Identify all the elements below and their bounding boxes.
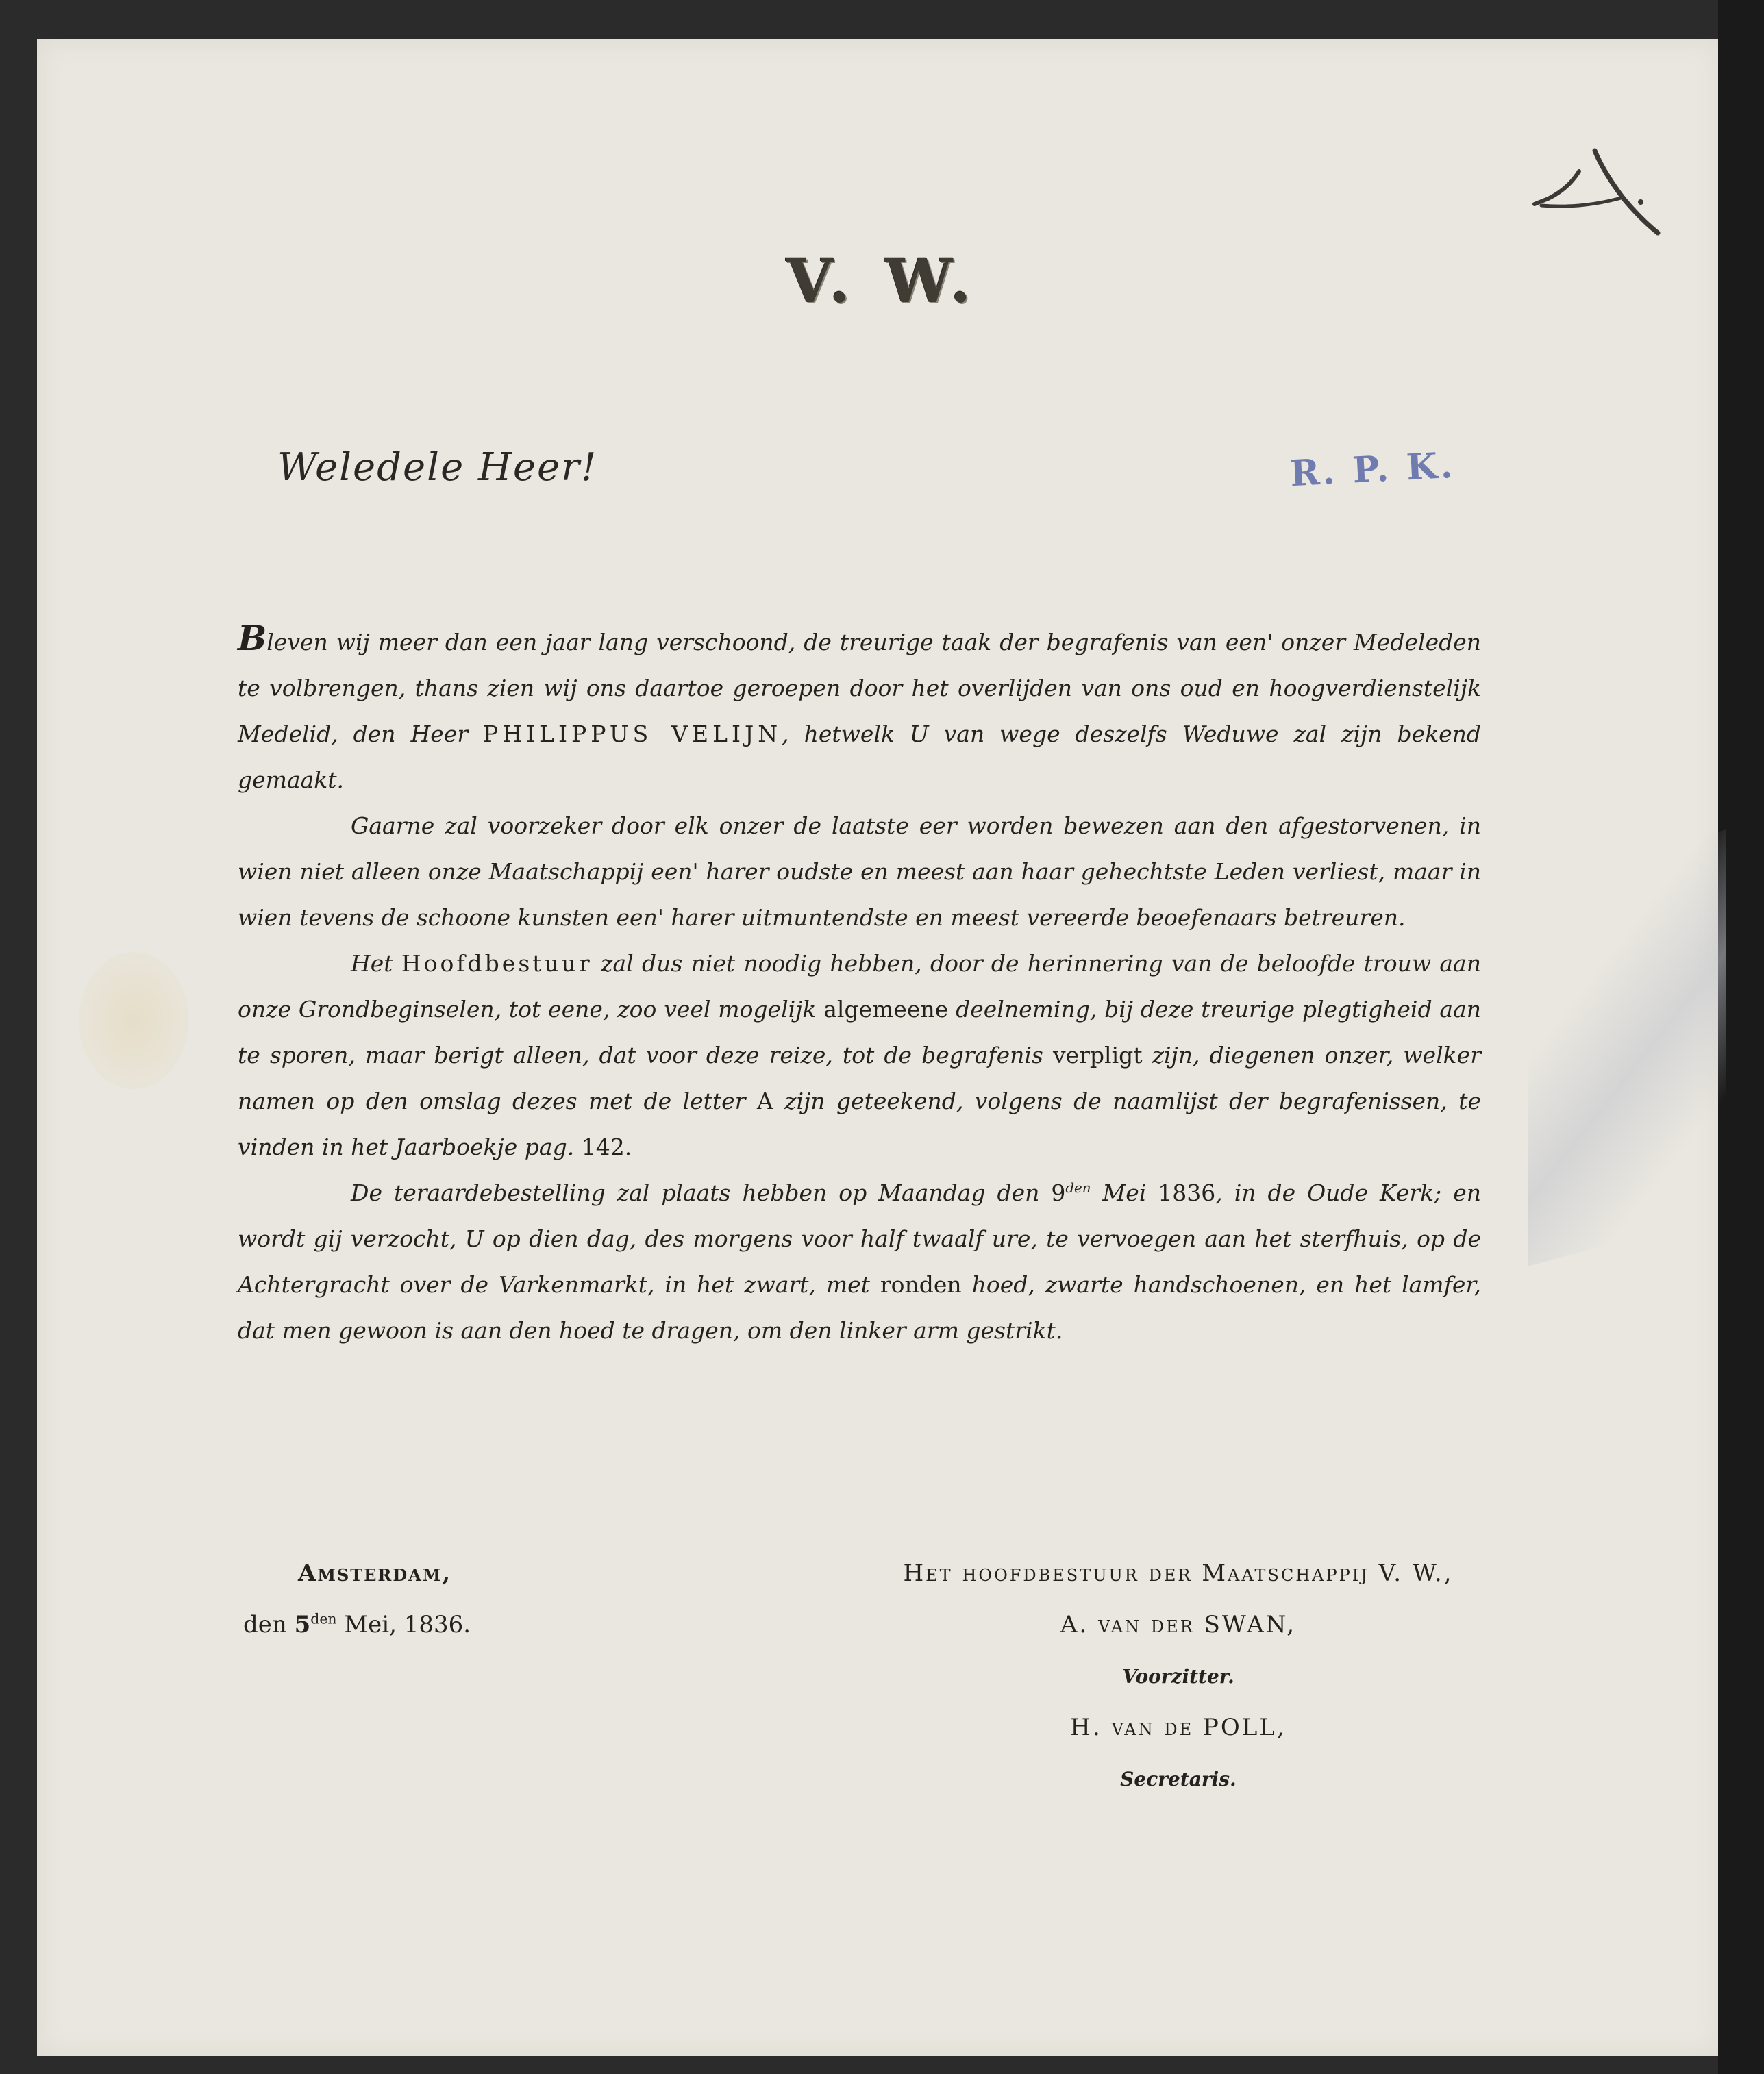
text-run: Mei, 1836. (336, 1611, 471, 1638)
deceased-name: PHILIPPUS VELIJN (483, 721, 782, 747)
salutation: Weledele Heer! (277, 445, 598, 490)
chair-name: A. van der SWAN, (1060, 1611, 1297, 1638)
text-run: zal dus niet noodig hebben, door de herinnering van de beloofde trouw aan onze Grondbeginselen, tot eene, zoo veel mogelijk (238, 950, 1481, 1023)
text-run: De teraardebestelling zal plaats hebben op Maandag den (351, 1179, 1052, 1206)
chair-title: Voorzitter. (1122, 1665, 1234, 1688)
text-run: zijn geteekend, volgens de naamlijst der begrafenissen, te vinden in het Jaarboekje pag. (238, 1088, 1482, 1160)
text-run: , hetwelk U van wege deszelfs Weduwe zal zijn bekend gemaakt. (238, 721, 1482, 793)
paper-stain (79, 952, 188, 1089)
text-run: deelneming, bij deze treurige plegtigheid aan te sporen, maar berigt alleen, dat voor deze reize, tot de begrafenis (238, 996, 1481, 1069)
paper-crease (1528, 829, 1726, 1266)
letter-body (238, 615, 1481, 1353)
paragraph-2: Gaarne zal voorzeker door elk onzer de laatste eer worden bewezen aan den afgestorvenen, in wien niet alleen onze Maatschappij een' harer oudste en meest aan haar gehechtste Leden verliest, maar in wien tevens de schoone kunsten een' harer uitmuntendste en meest vereerde beoefenaars betreuren. (238, 812, 1481, 931)
ink-stamp: R. P. K. (1289, 444, 1456, 495)
text-run: ronden (880, 1271, 962, 1298)
paragraph-4 (238, 1170, 1481, 1353)
drop-cap: B (238, 618, 267, 658)
letter-date (243, 1611, 471, 1638)
date-suffix: den (310, 1610, 337, 1627)
text-run: Het (351, 950, 401, 977)
date-day: 5 (294, 1611, 311, 1638)
text-run: leven wij meer dan een jaar lang verschoond, de treurige taak der begrafenis van een' onzer Medeleden te volbrengen, thans zien wij ons daartoe geroepen door het overlijden van ons oud en hoogverdienstelijk Medelid, den Heer (238, 629, 1481, 747)
text-run: hoed, zwarte handschoenen, en het lamfer, dat men gewoon is aan den hoed te dragen, om den linker arm gestrikt. (238, 1271, 1481, 1344)
text-run: verpligt (1052, 1042, 1143, 1069)
place-and-date (243, 1548, 586, 1651)
burial-year: 1836 (1158, 1179, 1216, 1206)
monogram-heading: V. W. (786, 245, 978, 316)
paragraph-1 (238, 615, 1481, 803)
text-run: , in de Oude Kerk; en wordt gij verzocht, U op dien dag, des morgens voor half twaalf ure, te vervoegen aan het sterfhuis, op de Achtergracht over de Varkenmarkt, in het zwart, met (238, 1179, 1481, 1298)
city: Amsterdam, (298, 1560, 452, 1587)
burial-day: 9 (1051, 1179, 1066, 1206)
secretary-title: Secretaris. (1120, 1768, 1237, 1790)
secretary-name: H. van de POLL, (1070, 1714, 1287, 1741)
signatories (836, 1548, 1521, 1805)
letter-a: A (756, 1088, 773, 1114)
page-number: 142. (581, 1134, 632, 1160)
board-line: Het hoofdbestuur der Maatschappij V. W., (903, 1560, 1454, 1587)
text-run: Mei (1091, 1179, 1158, 1206)
text-run: den (243, 1611, 295, 1638)
handwritten-margin-mark (1521, 123, 1678, 253)
text-run: algemeene (823, 996, 949, 1023)
paragraph-3 (238, 940, 1481, 1170)
day-suffix: den (1065, 1180, 1091, 1196)
text-run: zijn, diegenen onzer, welker namen op den omslag dezes met de letter (238, 1042, 1481, 1114)
board-word: Hoofdbestuur (401, 950, 593, 977)
